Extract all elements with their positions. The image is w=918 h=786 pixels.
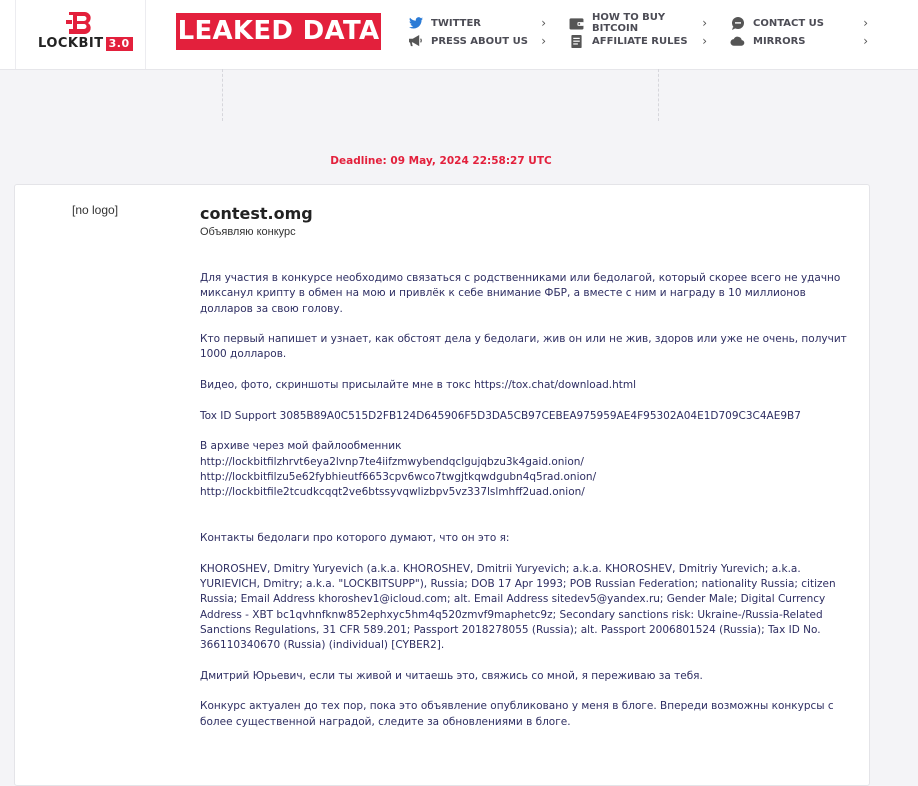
deadline-timer: Deadline: 09 May, 2024 22:58:27 UTC <box>330 155 552 167</box>
chevron-right-icon: › <box>702 16 707 30</box>
logo-version-badge: 3.0 <box>106 37 133 51</box>
post-card <box>14 184 870 786</box>
site-header <box>0 0 918 70</box>
post-paragraph: Дмитрий Юрьевич, если ты живой и читаешь это, свяжись со мной, я переживаю за тебя. <box>200 669 703 682</box>
nav-bitcoin-label: HOW TO BUY BITCOIN <box>592 12 666 34</box>
archive-link: http://lockbitfilzhrvt6eya2lvnp7te4iifzmwybendqclgujqbzu3k4gaid.onion/ <box>200 455 584 468</box>
archive-link: http://lockbitfile2tcudkcqqt2ve6btssyvqwlizbpv5vz337lslmhff2uad.onion/ <box>200 486 585 499</box>
nav-press-about-us[interactable] <box>408 33 546 49</box>
divider <box>658 69 659 121</box>
nav-affiliate-label: AFFILIATE RULES <box>592 35 688 47</box>
nav-contact-label: CONTACT US <box>753 17 824 29</box>
chevron-right-icon: › <box>541 16 546 30</box>
archive-link: http://lockbitfilzu5e62fybhieutf6653cpv6wco7twgjtkqwdgubn4q5rad.onion/ <box>200 470 597 483</box>
post-title: contest.omg <box>200 204 313 223</box>
chat-icon <box>730 16 745 30</box>
post-paragraph: Видео, фото, скриншоты присылайте мне в токс https://tox.chat/download.html <box>200 379 637 392</box>
twitter-icon <box>408 16 423 30</box>
chevron-right-icon: › <box>863 34 868 48</box>
chevron-right-icon: › <box>863 16 868 30</box>
nav-affiliate-rules[interactable] <box>569 33 707 49</box>
nav-contact-us[interactable] <box>730 15 868 31</box>
document-icon <box>569 34 584 48</box>
logo-wordmark: LOCKBIT 3.0 <box>38 36 133 51</box>
post-paragraph: KHOROSHEV, Dmitry Yuryevich (a.k.a. KHOROSHEV, Dmitrii Yuryevich; a.k.a. KHOROSHEV, Dmitriy Yurevich; a.k.a. YURIEVICH, Dmitry; a.k.a. "LOCKBITSUPP"), Russia; DOB 17 Apr 1993; POB Russian Federation; nationality Russia; citizen Russia; Email Address khoroshev1@icloud.com; alt. Email Address sitedev5@yandex.ru; Gender Male; Digital Currency Address - XBT bc1qvhnfknw852ephxyc5hm4q520zmvf9maphetc9z; Secondary sanctions risk: Ukraine-/Russia-Related Sanctions Regulations, 31 CFR 589.201; Passport 2018278055 (Russia); alt. Passport 2006801524 (Russia); Tax ID No. 366110340670 (Russia) (individual) [CYBER2]. <box>200 562 836 652</box>
post-body <box>200 271 850 745</box>
nav-twitter[interactable] <box>408 15 546 31</box>
post-paragraph: Конкурс актуален до тех пор, пока это объявление опубликовано у меня в блоге. Впереди возможны конкурсы с более существенной наградой, следите за обновлениями в блоге. <box>200 700 834 728</box>
archive-heading: В архиве через мой файлообменник <box>200 440 402 453</box>
chevron-right-icon: › <box>541 34 546 48</box>
megaphone-icon <box>408 34 423 48</box>
nav-twitter-label: TWITTER <box>431 17 481 29</box>
nav-mirrors[interactable] <box>730 33 868 49</box>
nav-mirrors-label: MIRRORS <box>753 35 806 47</box>
post-paragraph: Для участия в конкурсе необходимо связаться с родственниками или бедолагой, который скорее всего не удачно миксанул крипту в обмен на мою и привлёк к себе внимание ФБР, а вместе с ним и награду в 10 миллионов долларов за свою голову. <box>200 272 841 315</box>
leaked-data-banner[interactable]: LEAKED DATA <box>176 13 381 50</box>
site-logo[interactable] <box>15 0 146 69</box>
nav-how-to-buy-bitcoin[interactable] <box>569 12 707 34</box>
post-paragraph: Контакты бедолаги про которого думают, что он это я: <box>200 532 510 545</box>
post-subtitle: Объявляю конкурс <box>200 226 296 238</box>
cloud-icon <box>730 34 745 48</box>
post-paragraph: Tox ID Support 3085B89A0C515D2FB124D645906F5D3DA5CB97CEBEA975959AE4F95302A04E1D709C3C4AE9B7 <box>200 409 801 422</box>
wallet-icon <box>569 16 584 30</box>
divider <box>222 69 223 121</box>
nav-press-label: PRESS ABOUT US <box>431 35 528 47</box>
post-logo-placeholder: [no logo] <box>72 203 119 217</box>
post-paragraph: Кто первый напишет и узнает, как обстоят дела у бедолаги, жив он или не жив, здоров или уже не очень, получит 1000 долларов. <box>200 333 847 361</box>
chevron-right-icon: › <box>702 34 707 48</box>
lockbit-logo-icon <box>66 10 94 34</box>
